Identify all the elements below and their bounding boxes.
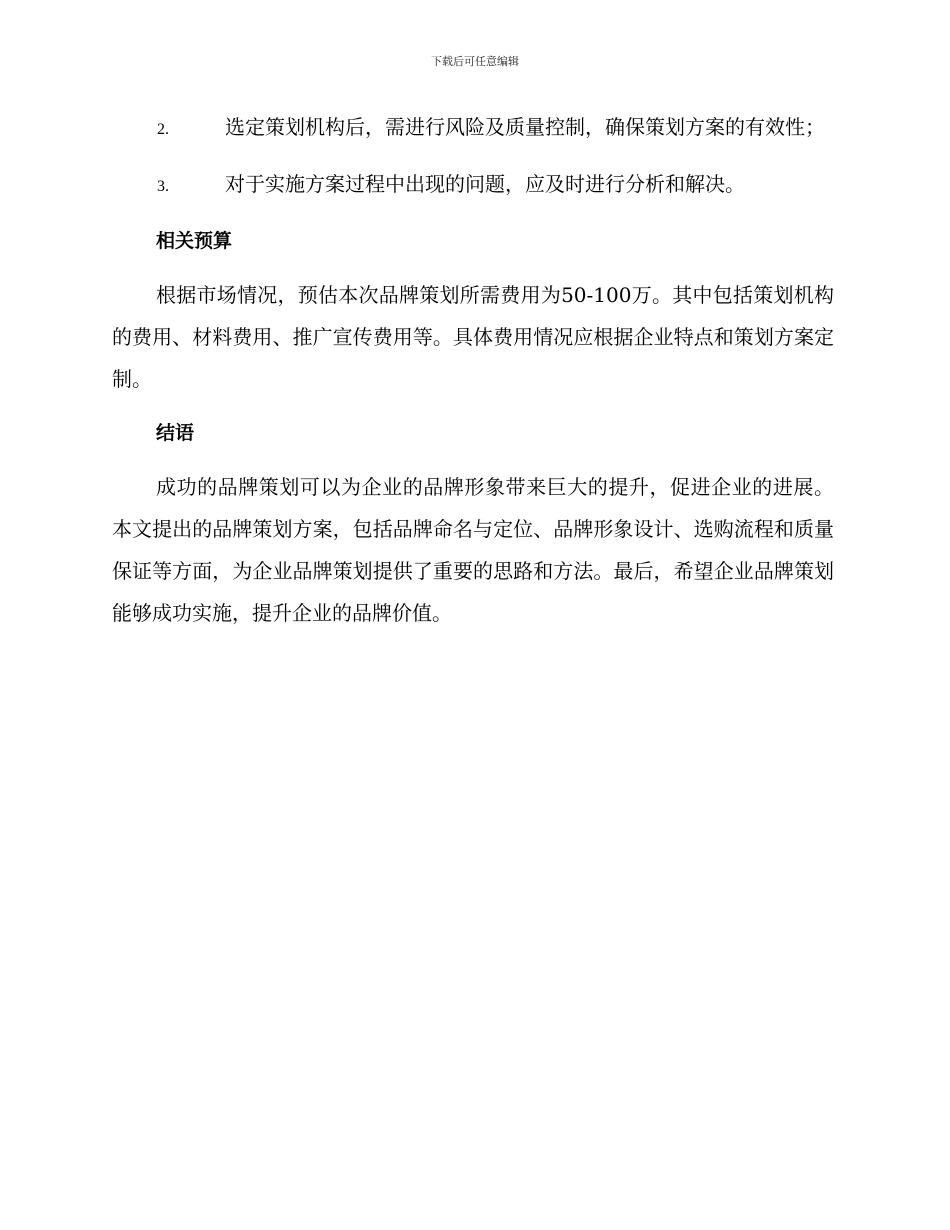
list-item [112, 106, 834, 151]
list-item-text: 对于实施方案过程中出现的问题，应及时进行分析和解决。 [225, 172, 745, 196]
header-note: 下载后可任意编辑 [431, 55, 519, 68]
conclusion-heading: 结语 [156, 422, 195, 444]
list-item [112, 163, 834, 208]
list-item-number: 2. [157, 121, 169, 138]
conclusion-paragraph: 成功的品牌策划可以为企业的品牌形象带来巨大的提升，促进企业的进展。本文提出的品牌策划方案，包括品牌命名与定位、品牌形象设计、选购流程和质量保证等方面，为企业品牌策划提供了重要的思路和方法。最后，希望企业品牌策划能够成功实施，提升企业的品牌价值。 [112, 475, 834, 625]
document-body [112, 106, 834, 646]
budget-paragraph: 根据市场情况，预估本次品牌策划所需费用为50-100万。其中包括策划机构的费用、材料费用、推广宣传费用等。具体费用情况应根据企业特点和策划方案定制。 [112, 283, 834, 391]
list-item-number: 3. [157, 178, 169, 195]
budget-heading: 相关预算 [156, 230, 233, 252]
list-item-text: 选定策划机构后，需进行风险及质量控制，确保策划方案的有效性； [225, 115, 825, 139]
